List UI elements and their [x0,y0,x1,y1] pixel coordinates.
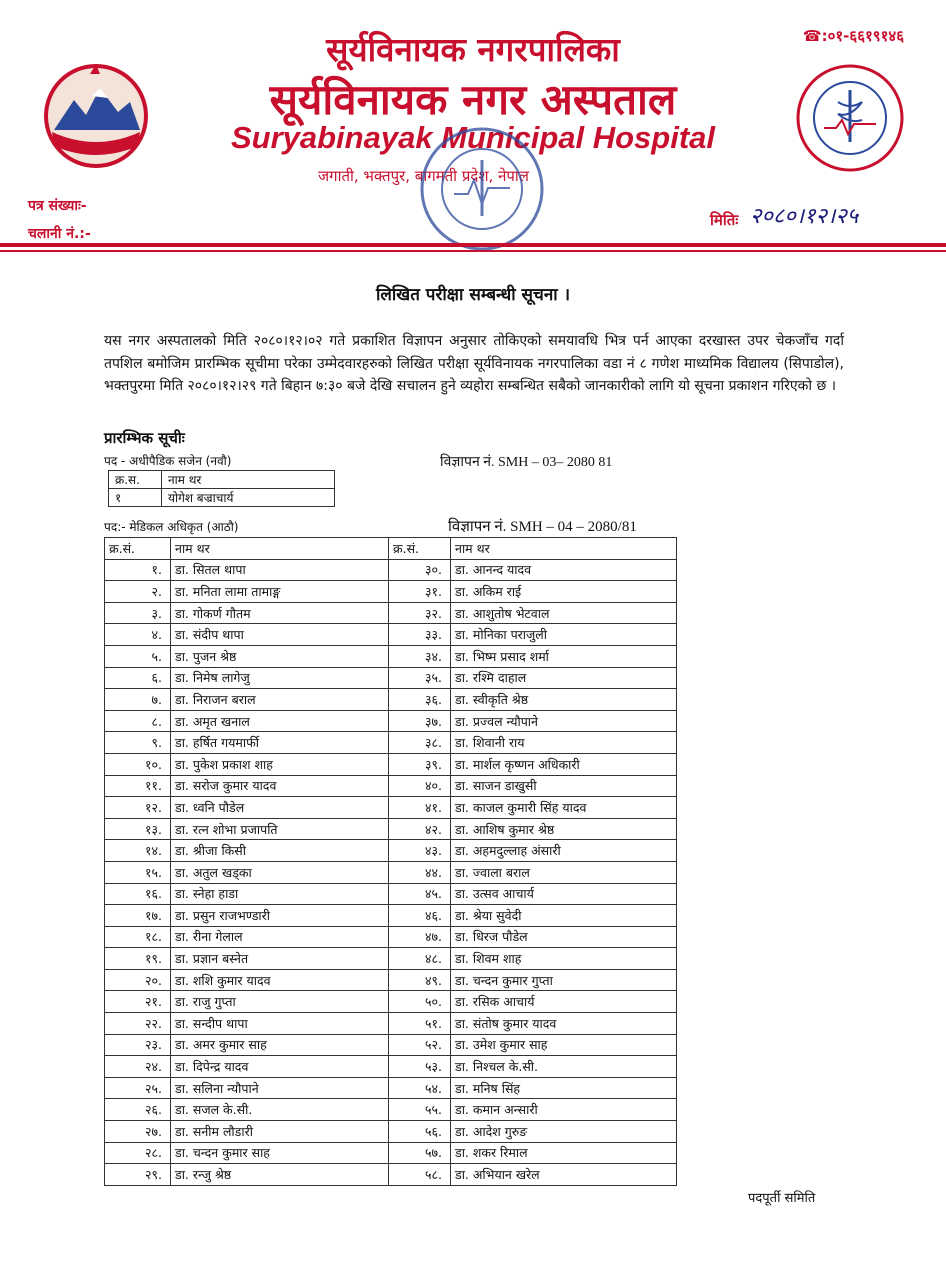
cell-name-right: डा. मोनिका पराजुली [451,624,677,646]
cell-name-left: डा. अतुल खड्का [171,861,389,883]
cell-sn-right: ४६. [389,905,451,927]
cell-name-left: डा. गोकर्ण गौतम [171,602,389,624]
cell-sn-right: ३५. [389,667,451,689]
cell-name-left: डा. चन्दन कुमार साह [171,1142,389,1164]
table-row [105,991,677,1013]
cell-name-right: डा. चन्दन कुमार गुप्ता [451,969,677,991]
hospital-address: जगाती, भक्तपुर, बागमती प्रदेश, नेपाल [318,167,529,185]
cell-name-left: डा. सलिना न्यौपाने [171,1077,389,1099]
cell-name-right: डा. अकिम राई [451,581,677,603]
cell-name-right: डा. शिवानी राय [451,732,677,754]
cell-sn-left: २०. [105,969,171,991]
table-row [105,689,677,711]
cell-sn-right: ३९. [389,753,451,775]
table-row [105,1121,677,1143]
cell-sn-right: ५४. [389,1077,451,1099]
column-header-sn: क्र.स. [109,471,162,489]
table-row [105,581,677,603]
cell-name-left: डा. प्रसुन राजभण्डारी [171,905,389,927]
cell-name-right: डा. भिष्म प्रसाद शर्मा [451,645,677,667]
table-header-row [105,538,677,560]
cell-name-left: डा. रत्न शोभा प्रजापति [171,818,389,840]
table-row [105,818,677,840]
cell-name-right: डा. आशिष कुमार श्रेष्ठ [451,818,677,840]
cell-sn-left: १६. [105,883,171,905]
cell-name-left: डा. अमृत खनाल [171,710,389,732]
cell-name-right: डा. साजन डाखुसी [451,775,677,797]
table-row [105,1034,677,1056]
cell-name-right: डा. उत्सव आचार्य [451,883,677,905]
cell-name-left: डा. रन्जु श्रेष्ठ [171,1164,389,1186]
cell-name-left: डा. शशि कुमार यादव [171,969,389,991]
cell-sn-right: ५३. [389,1056,451,1078]
cell-name-left: डा. सनीम लौडारी [171,1121,389,1143]
table-row [105,797,677,819]
orthopedic-candidate-table [108,470,335,507]
table-row [105,710,677,732]
cell-sn-left: २९. [105,1164,171,1186]
advertisement-number-03: विज्ञापन नं. SMH – 03– 2080 81 [440,455,613,470]
cell-name-right: डा. शकर रिमाल [451,1142,677,1164]
cell-sn-right: ५१. [389,1013,451,1035]
cell-sn-left: ४. [105,624,171,646]
date-value: २०८०।१२।२५ [750,204,859,229]
cell-name-right: डा. आदेश गुरुङ [451,1121,677,1143]
table-row [105,602,677,624]
cell-name-left: डा. संदीप थापा [171,624,389,646]
hospital-title-nepali: सूर्यविनायक नगर अस्पताल [269,75,677,124]
cell-name-left: डा. रीना गेलाल [171,926,389,948]
cell-sn-left: १७. [105,905,171,927]
hospital-title-english: Suryabinayak Municipal Hospital [230,120,716,155]
cell-name-right: डा. काजल कुमारी सिंह यादव [451,797,677,819]
cell-sn-left: १. [105,559,171,581]
cell-name-left: डा. सजल के.सी. [171,1099,389,1121]
cell-sn-right: ३२. [389,602,451,624]
cell-name-left: डा. दिपेन्द्र यादव [171,1056,389,1078]
cell-sn-right: ४४. [389,861,451,883]
table-row [105,926,677,948]
preliminary-list-label: प्रारम्भिक सूचीः [104,429,185,447]
official-stamp [414,124,550,254]
table-row [105,667,677,689]
table-row [105,969,677,991]
table-row [105,861,677,883]
table-row [105,1077,677,1099]
cell-name-left: डा. सरोज कुमार यादव [171,775,389,797]
table-row [105,645,677,667]
cell-sn-right: ५५. [389,1099,451,1121]
post-title-orthopedic: पद - अधीपैडिक सजेन (नवौ) [104,454,232,468]
cell-sn-left: १२. [105,797,171,819]
cell-sn-left: ११. [105,775,171,797]
cell-sn-right: ३६. [389,689,451,711]
cell-sn-left: १४. [105,840,171,862]
cell-sn-right: ५२. [389,1034,451,1056]
cell-sn-left: १०. [105,753,171,775]
cell-sn-left: २४. [105,1056,171,1078]
cell-sn: १ [109,489,162,507]
table-row [105,1142,677,1164]
column-header-name: नाम थर [162,471,335,489]
cell-sn-left: ३. [105,602,171,624]
post-title-medical-officer: पद:- मेडिकल अधिकृत (आठौ) [104,520,239,534]
table-row [105,1164,677,1186]
cell-sn-left: २१. [105,991,171,1013]
cell-sn-right: ४२. [389,818,451,840]
cell-sn-left: २२. [105,1013,171,1035]
cell-sn-right: ३७. [389,710,451,732]
municipality-title: सूर्यविनायक नगरपालिका [326,30,620,69]
cell-sn-left: १३. [105,818,171,840]
cell-name-right: डा. प्रज्वल न्यौपाने [451,710,677,732]
cell-name-right: डा. स्वीकृति श्रेष्ठ [451,689,677,711]
cell-sn-right: ३४. [389,645,451,667]
table-row [105,775,677,797]
cell-sn-left: ५. [105,645,171,667]
header-divider-thick [0,243,946,247]
cell-name-left: डा. श्रीजा किसी [171,840,389,862]
recruitment-committee-signature: पदपूर्ती समिति [748,1191,816,1206]
table-row [105,1099,677,1121]
cell-name-left: डा. निमेष लागेजु [171,667,389,689]
cell-name-left: डा. प्रज्ञान बस्नेत [171,948,389,970]
table-header-row [109,471,335,489]
cell-sn-right: ३८. [389,732,451,754]
cell-name-left: डा. पुजन श्रेष्ठ [171,645,389,667]
column-header-name-right: नाम थर [451,538,677,560]
cell-sn-left: २३. [105,1034,171,1056]
cell-name-left: डा. पुकेश प्रकाश शाह [171,753,389,775]
letter-number-label: पत्र संख्याः- [28,198,87,214]
cell-name-right: डा. निश्चल के.सी. [451,1056,677,1078]
cell-sn-right: ४३. [389,840,451,862]
cell-name-left: डा. ध्वनि पौडेल [171,797,389,819]
cell-sn-left: १८. [105,926,171,948]
cell-name-left: डा. राजु गुप्ता [171,991,389,1013]
cell-sn-right: ४८. [389,948,451,970]
cell-name-right: डा. ज्वाला बराल [451,861,677,883]
cell-sn-left: ९. [105,732,171,754]
cell-sn-right: ३१. [389,581,451,603]
cell-name-left: डा. हर्षित गयमार्फी [171,732,389,754]
cell-name-right: डा. धिरज पौडेल [451,926,677,948]
dispatch-number-label: चलानी नं.:- [28,226,91,242]
date-label: मितिः [710,211,739,229]
table-row [105,883,677,905]
cell-sn-right: ४०. [389,775,451,797]
cell-name: योगेश बज्राचार्य [162,489,335,507]
cell-sn-left: ६. [105,667,171,689]
cell-sn-left: १५. [105,861,171,883]
cell-sn-left: २७. [105,1121,171,1143]
notice-heading: लिखित परीक्षा सम्बन्धी सूचना । [375,285,571,305]
cell-sn-right: ५६. [389,1121,451,1143]
column-header-sn-left: क्र.सं. [105,538,171,560]
table-row [109,489,335,507]
header-divider-thin [0,250,946,252]
cell-sn-right: ५७. [389,1142,451,1164]
column-header-sn-right: क्र.सं. [389,538,451,560]
cell-name-right: डा. संतोष कुमार यादव [451,1013,677,1035]
cell-name-right: डा. रसिक आचार्य [451,991,677,1013]
cell-sn-left: २५. [105,1077,171,1099]
table-row [105,753,677,775]
cell-name-right: डा. आनन्द यादव [451,559,677,581]
cell-sn-right: ४१. [389,797,451,819]
cell-name-left: डा. सन्दीप थापा [171,1013,389,1035]
cell-name-right: डा. शिवम शाह [451,948,677,970]
cell-name-left: डा. सितल थापा [171,559,389,581]
cell-sn-right: ४९. [389,969,451,991]
cell-name-right: डा. मनिष सिंह [451,1077,677,1099]
cell-name-left: डा. अमर कुमार साह [171,1034,389,1056]
cell-name-left: डा. निराजन बराल [171,689,389,711]
cell-name-left: डा. स्नेहा हाडा [171,883,389,905]
cell-sn-left: २. [105,581,171,603]
cell-name-right: डा. आशुतोष भेटवाल [451,602,677,624]
cell-sn-right: ३३. [389,624,451,646]
cell-name-right: डा. अभियान खरेल [451,1164,677,1186]
cell-sn-right: ४५. [389,883,451,905]
cell-sn-left: ७. [105,689,171,711]
cell-name-right: डा. कमान अन्सारी [451,1099,677,1121]
table-row [105,732,677,754]
table-row [105,948,677,970]
cell-sn-right: ३०. [389,559,451,581]
table-row [105,1056,677,1078]
table-row [105,624,677,646]
cell-sn-left: ८. [105,710,171,732]
cell-sn-left: २८. [105,1142,171,1164]
table-row [105,905,677,927]
cell-name-right: डा. मार्शल कृष्णन अधिकारी [451,753,677,775]
cell-sn-left: २६. [105,1099,171,1121]
advertisement-number-04: विज्ञापन नं. SMH – 04 – 2080/81 [448,519,637,535]
cell-name-left: डा. मनिता लामा तामाङ्ग [171,581,389,603]
column-header-name-left: नाम थर [171,538,389,560]
cell-sn-right: ४७. [389,926,451,948]
table-row [105,1013,677,1035]
hospital-logo [794,62,906,174]
notice-paragraph: यस नगर अस्पतालको मिति २०८०।१२।०२ गते प्रकाशित विज्ञापन अनुसार तोकिएको समयावधि भित्र पर्न आएका दरखास्त उपर चेकजाँच गर्दा तपशिल बमोजिम प्रारम्भिक सूचीमा परेका उम्मेदवारहरुको लिखित परीक्षा सूर्यविनायक नगरपालिका वडा नं ८ गणेश माध्यमिक विद्यालय (सिपाडोल), भक्तपुरमा मिति २०८०।१२।२९ गते बिहान ७:३० बजे देखि सचालन हुने व्यहोरा सम्बन्धित सबैको जानकारीको लागि यो सूचना प्रकाशन गरिएको छ । [104,333,844,394]
cell-name-right: डा. श्रेया सुवेदी [451,905,677,927]
cell-name-right: डा. रश्मि दाहाल [451,667,677,689]
phone-number: ☎:०१-६६१९१४६ [802,27,904,45]
table-row [105,559,677,581]
cell-name-right: डा. उमेश कुमार साह [451,1034,677,1056]
table-row [105,840,677,862]
cell-sn-right: ५०. [389,991,451,1013]
cell-name-right: डा. अहमदुल्लाह अंसारी [451,840,677,862]
cell-sn-right: ५८. [389,1164,451,1186]
cell-sn-left: १९. [105,948,171,970]
medical-officer-candidate-table [104,537,677,1186]
